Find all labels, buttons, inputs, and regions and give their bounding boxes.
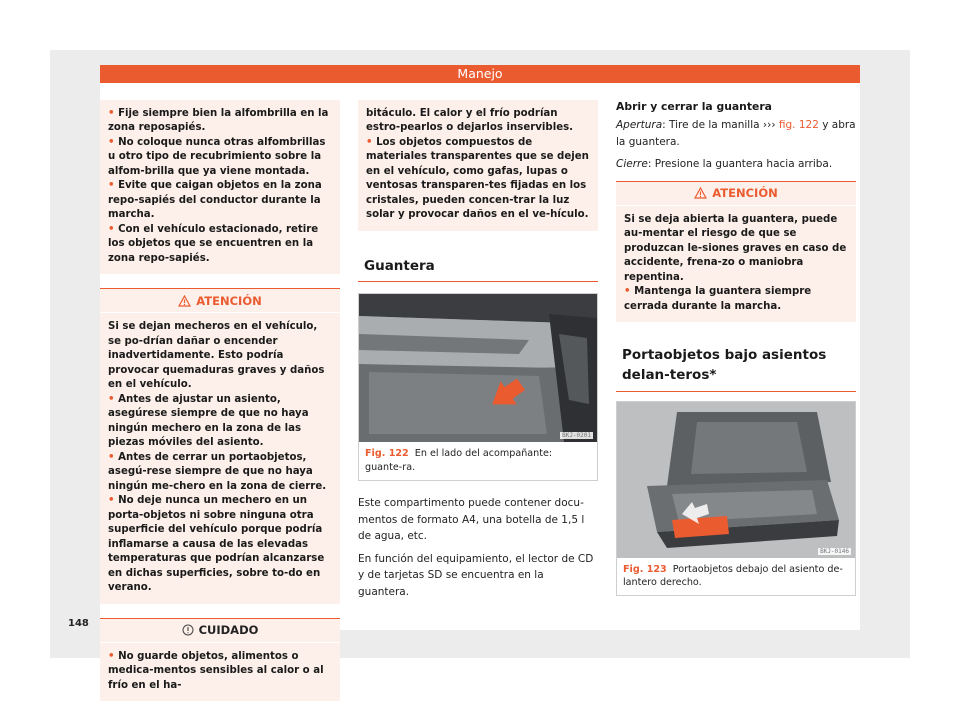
continuation-text: bitáculo. El calor y el frío podrían estro-pearlos o dejarlos inservibles. bbox=[366, 108, 574, 134]
figure-caption-text: Portaobjetos debajo del asiento de-lantero derecho. bbox=[623, 563, 843, 589]
open-text-a: : Tire de la manilla bbox=[662, 119, 763, 131]
warning-heading bbox=[616, 182, 856, 206]
close-label: Cierre bbox=[616, 158, 648, 171]
column-1 bbox=[100, 100, 340, 701]
warning-title: ATENCIÓN bbox=[712, 186, 778, 201]
figure-123 bbox=[616, 401, 856, 597]
list-item: • Evite que caigan objetos en la zona repo-sapiés del conductor durante la marcha. bbox=[108, 179, 332, 222]
figure-122 bbox=[358, 293, 598, 481]
figure-caption bbox=[359, 442, 597, 480]
section-title-guantera: Guantera bbox=[358, 253, 598, 282]
close-instruction bbox=[616, 156, 856, 173]
warning-triangle-icon bbox=[178, 295, 191, 307]
warning-title: ATENCIÓN bbox=[196, 293, 262, 308]
open-instruction bbox=[616, 117, 856, 150]
list-item: • No deje nunca un mechero en un porta-objetos ni sobre ninguna otra superficie del vehículo porque podría inflamarse a causa de las elevadas temperaturas que podrían alcanzarse en dichas superficies, sobre to-do en verano. bbox=[108, 494, 332, 595]
list-item: • Fije siempre bien la alfombrilla en la zona reposapiés. bbox=[108, 107, 332, 136]
warning-box bbox=[616, 181, 856, 322]
figure-code: BKJ-0146 bbox=[820, 547, 849, 555]
open-label: Apertura bbox=[616, 119, 663, 131]
open-close-text bbox=[616, 117, 856, 173]
paragraph: Este compartimento puede contener docu-mentos de formato A4, una botella de 1,5 l de agua, etc. bbox=[358, 496, 585, 543]
page-number: 148 bbox=[68, 618, 89, 629]
glovebox-image bbox=[359, 294, 597, 442]
figure-caption bbox=[617, 558, 855, 596]
list-item: • Con el vehículo estacionado, retire los objetos que se encuentren en la zona repo-sapiés. bbox=[108, 223, 332, 266]
warning-heading bbox=[100, 289, 340, 313]
warning-triangle-icon bbox=[694, 187, 707, 199]
figure-link[interactable]: fig. 122 bbox=[778, 119, 819, 131]
info-circle-icon bbox=[182, 624, 194, 636]
list-item: • Antes de ajustar un asiento, asegúrese siempre de que no haya ningún mechero en la zona de las piezas móviles del asiento. bbox=[108, 393, 332, 451]
column-2 bbox=[358, 100, 598, 606]
figure-code: BKJ-0201 bbox=[562, 432, 591, 440]
section-title-portaobjetos: Portaobjetos bajo asientos delan-teros* bbox=[616, 342, 856, 392]
page-header: Manejo bbox=[100, 65, 860, 83]
caution-heading bbox=[100, 619, 340, 643]
warning-intro: Si se deja abierta la guantera, puede au-mentar el riesgo de que se produzcan le-siones graves en caso de accidente, frena-zo o maniobra repentina. bbox=[624, 213, 847, 283]
list-item: • Los objetos compuestos de materiales transparentes que se dejen en el vehículo, como gafas, lupas o ventosas transparen-tes fijadas en los cristales, pueden concen-trar la luz solar y provocar daños en el ve-hículo. bbox=[366, 136, 590, 223]
column-3 bbox=[616, 100, 856, 596]
paragraph: En función del equipamiento, el lector de CD y de tarjetas SD se encuentra en la guantera. bbox=[358, 552, 594, 598]
glovebox-illustration bbox=[359, 294, 597, 442]
open-text-b: y abra la guantera. bbox=[616, 119, 856, 148]
list-item: • Antes de cerrar un portaobjetos, asegú-rese siempre de que no haya ningún me-chero en la zona de cierre. bbox=[108, 451, 332, 494]
figure-caption-text: En el lado del acompañante: guante-ra. bbox=[365, 448, 553, 473]
warning-intro: Si se dejan mecheros en el vehículo, se po-drían dañar o encender inadvertidamente. Esto podría provocar quemaduras graves y daños en el vehículo. bbox=[108, 321, 325, 391]
arrow-ref: ››› bbox=[762, 119, 776, 131]
list-item: • No guarde objetos, alimentos o medica-mentos sensibles al calor o al frío en el ha- bbox=[108, 650, 332, 693]
top-bullets-box bbox=[100, 100, 340, 274]
figure-label: Fig. 122 bbox=[365, 448, 409, 460]
seat-image bbox=[617, 402, 855, 558]
list-item: • No coloque nunca otras alfombrillas u otro tipo de recubrimiento sobre la alfom-brilla que ya viene montada. bbox=[108, 136, 332, 179]
glovebox-body bbox=[358, 495, 598, 600]
subheading: Abrir y cerrar la guantera bbox=[616, 100, 772, 113]
caution-box bbox=[100, 618, 340, 701]
list-item: • Mantenga la guantera siempre cerrada durante la marcha. bbox=[624, 285, 848, 314]
figure-label: Fig. 123 bbox=[623, 563, 667, 575]
close-text: : Presione la guantera hacia arriba. bbox=[647, 158, 833, 171]
seat-illustration bbox=[617, 402, 855, 558]
warning-box bbox=[100, 288, 340, 603]
caution-title: CUIDADO bbox=[198, 622, 259, 637]
caution-continuation-box bbox=[358, 100, 598, 231]
